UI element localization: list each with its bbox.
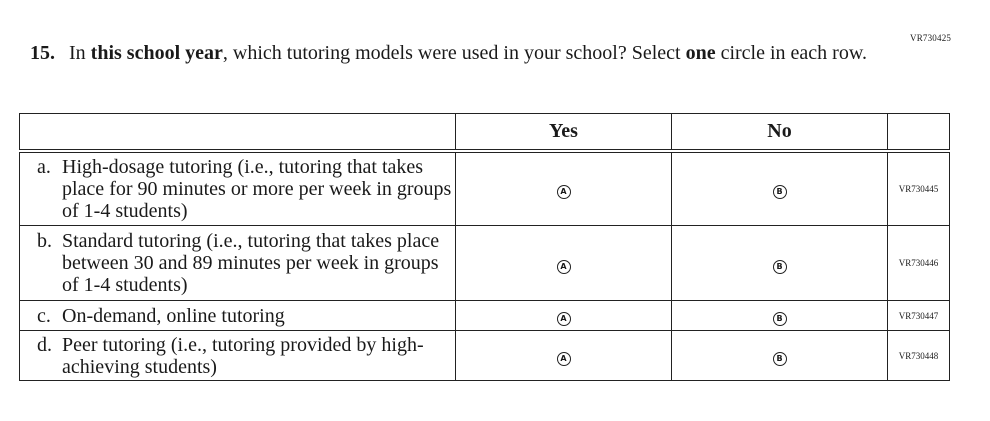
- header-row: [20, 114, 950, 151]
- row-variable-code: VR730448: [888, 331, 950, 381]
- row-variable-code: VR730445: [888, 151, 950, 226]
- radio-no[interactable]: B: [773, 312, 787, 326]
- response-grid: [19, 113, 950, 381]
- row-letter: b.: [37, 230, 52, 252]
- row-letter: c.: [37, 304, 51, 327]
- radio-no[interactable]: B: [773, 352, 787, 366]
- row-label: Standard tutoring (i.e., tutoring that takes place between 30 and 89 minutes per week in groups of 1-4 students): [62, 230, 440, 296]
- question-text: In this school year, which tutoring models were used in your school? Select one circle in each row.: [69, 42, 867, 64]
- table-row: [20, 226, 950, 301]
- row-label: On-demand, online tutoring: [62, 304, 285, 327]
- header-no: No: [672, 114, 888, 151]
- row-variable-code: VR730447: [888, 301, 950, 331]
- table-row: [20, 331, 950, 381]
- header-yes: Yes: [456, 114, 672, 151]
- radio-yes[interactable]: A: [557, 185, 571, 199]
- table-row: [20, 301, 950, 331]
- row-letter: d.: [37, 333, 52, 356]
- radio-no[interactable]: B: [773, 185, 787, 199]
- question-number: 15.: [30, 42, 55, 64]
- header-item: [20, 114, 456, 151]
- radio-yes[interactable]: A: [557, 312, 571, 326]
- header-code: [888, 114, 950, 151]
- row-label: Peer tutoring (i.e., tutoring provided by high-achieving students): [62, 333, 424, 378]
- table-row: [20, 151, 950, 226]
- radio-yes[interactable]: A: [557, 260, 571, 274]
- radio-yes[interactable]: A: [557, 352, 571, 366]
- row-variable-code: VR730446: [888, 226, 950, 301]
- form-variable-code: VR730425: [910, 33, 952, 43]
- radio-no[interactable]: B: [773, 260, 787, 274]
- row-label: High-dosage tutoring (i.e., tutoring that takes place for 90 minutes or more per week in groups of 1-4 students): [62, 155, 452, 222]
- row-letter: a.: [37, 155, 51, 178]
